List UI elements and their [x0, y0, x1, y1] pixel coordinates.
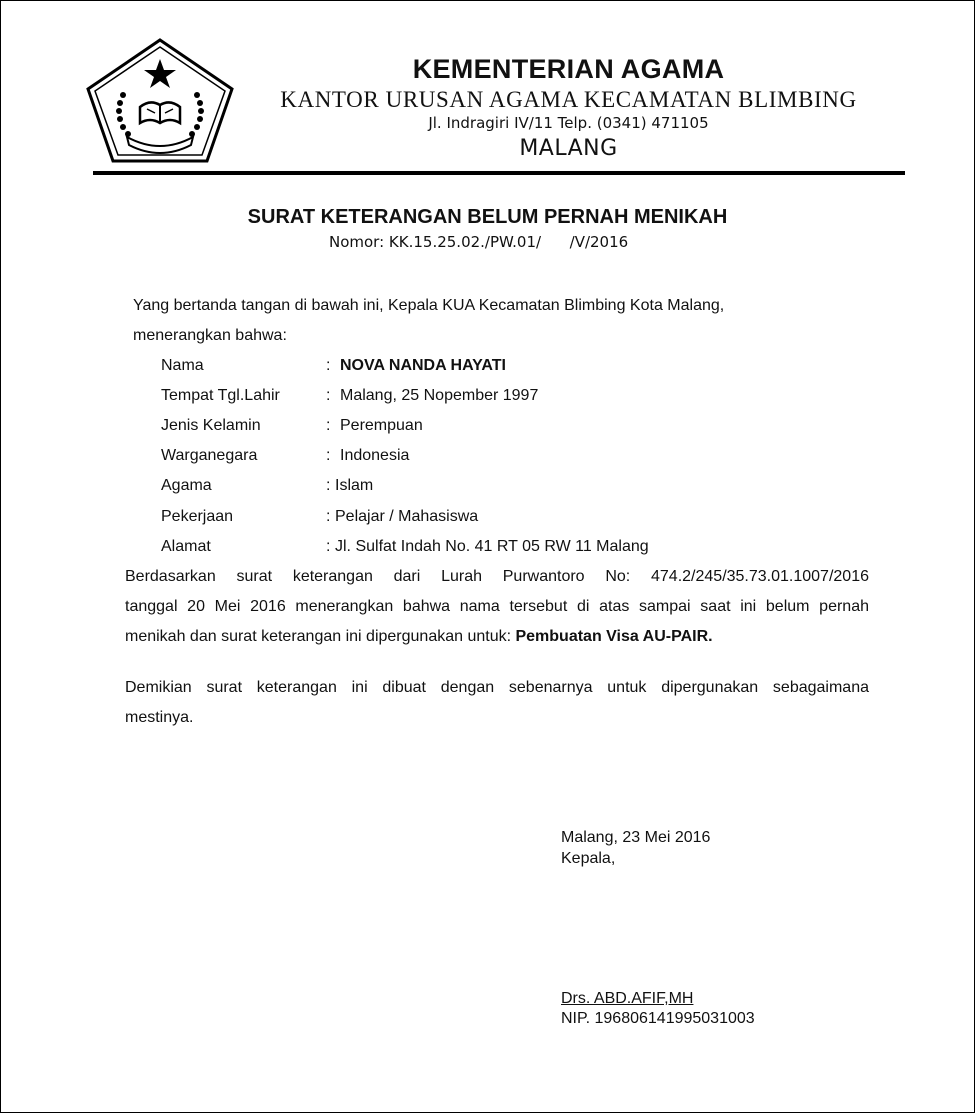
field-colon: :	[326, 387, 331, 404]
field-label: Nama	[161, 357, 204, 374]
field-colon: :	[326, 357, 331, 374]
signatory-name: Drs. ABD.AFIF,MH	[561, 990, 694, 1007]
body-line-2: tanggal 20 Mei 2016 menerangkan bahwa nama tersebut di atas sampai saat ini belum pernah	[125, 598, 869, 615]
header-divider	[93, 171, 905, 175]
letter-number: Nomor: KK.15.25.02./PW.01/ /V/2016	[329, 233, 629, 251]
body-line-3-text: menikah dan surat keterangan ini dipergunakan untuk:	[125, 628, 516, 645]
field-colon: :	[326, 508, 331, 525]
signature-position: Kepala,	[561, 850, 616, 867]
field-label: Pekerjaan	[161, 508, 234, 525]
field-value: Islam	[335, 477, 374, 494]
office-address: Jl. Indragiri IV/11 Telp. (0341) 471105	[428, 114, 709, 132]
signature-place-date: Malang, 23 Mei 2016	[561, 829, 711, 846]
ministry-logo-icon	[85, 37, 235, 165]
field-value: Pelajar / Mahasiswa	[335, 508, 479, 525]
field-label: Tempat Tgl.Lahir	[161, 387, 280, 404]
signatory-nip: NIP. 196806141995031003	[561, 1010, 755, 1027]
closing-line-2: mestinya.	[125, 709, 194, 726]
field-colon: :	[326, 417, 331, 434]
intro-line-2: menerangkan bahwa:	[133, 327, 287, 344]
office-city: MALANG	[519, 136, 618, 161]
ministry-name: KEMENTERIAN AGAMA	[412, 54, 725, 84]
field-label: Alamat	[161, 538, 211, 555]
closing-line-1: Demikian surat keterangan ini dibuat dengan sebenarnya untuk dipergunakan sebagaimana	[125, 679, 869, 696]
field-colon: :	[326, 538, 331, 555]
letter-title: SURAT KETERANGAN BELUM PERNAH MENIKAH	[247, 206, 728, 228]
field-colon: :	[326, 447, 331, 464]
field-value: Indonesia	[340, 447, 410, 464]
intro-line-1: Yang bertanda tangan di bawah ini, Kepala KUA Kecamatan Blimbing Kota Malang,	[133, 297, 725, 314]
field-label: Jenis Kelamin	[161, 417, 261, 434]
field-value: Perempuan	[340, 417, 423, 434]
field-colon: :	[326, 477, 331, 494]
field-label: Agama	[161, 477, 212, 494]
field-value: NOVA NANDA HAYATI	[340, 357, 506, 374]
purpose-text: Pembuatan Visa AU-PAIR.	[515, 628, 713, 645]
field-label: Warganegara	[161, 447, 258, 464]
field-value: Jl. Sulfat Indah No. 41 RT 05 RW 11 Malang	[335, 538, 649, 555]
body-line-1: Berdasarkan surat keterangan dari Lurah Purwantoro No: 474.2/245/35.73.01.1007/2016	[125, 568, 869, 585]
body-line-3	[125, 628, 713, 646]
field-value: Malang, 25 Nopember 1997	[340, 387, 539, 404]
office-name: KANTOR URUSAN AGAMA KECAMATAN BLIMBING	[280, 87, 857, 112]
